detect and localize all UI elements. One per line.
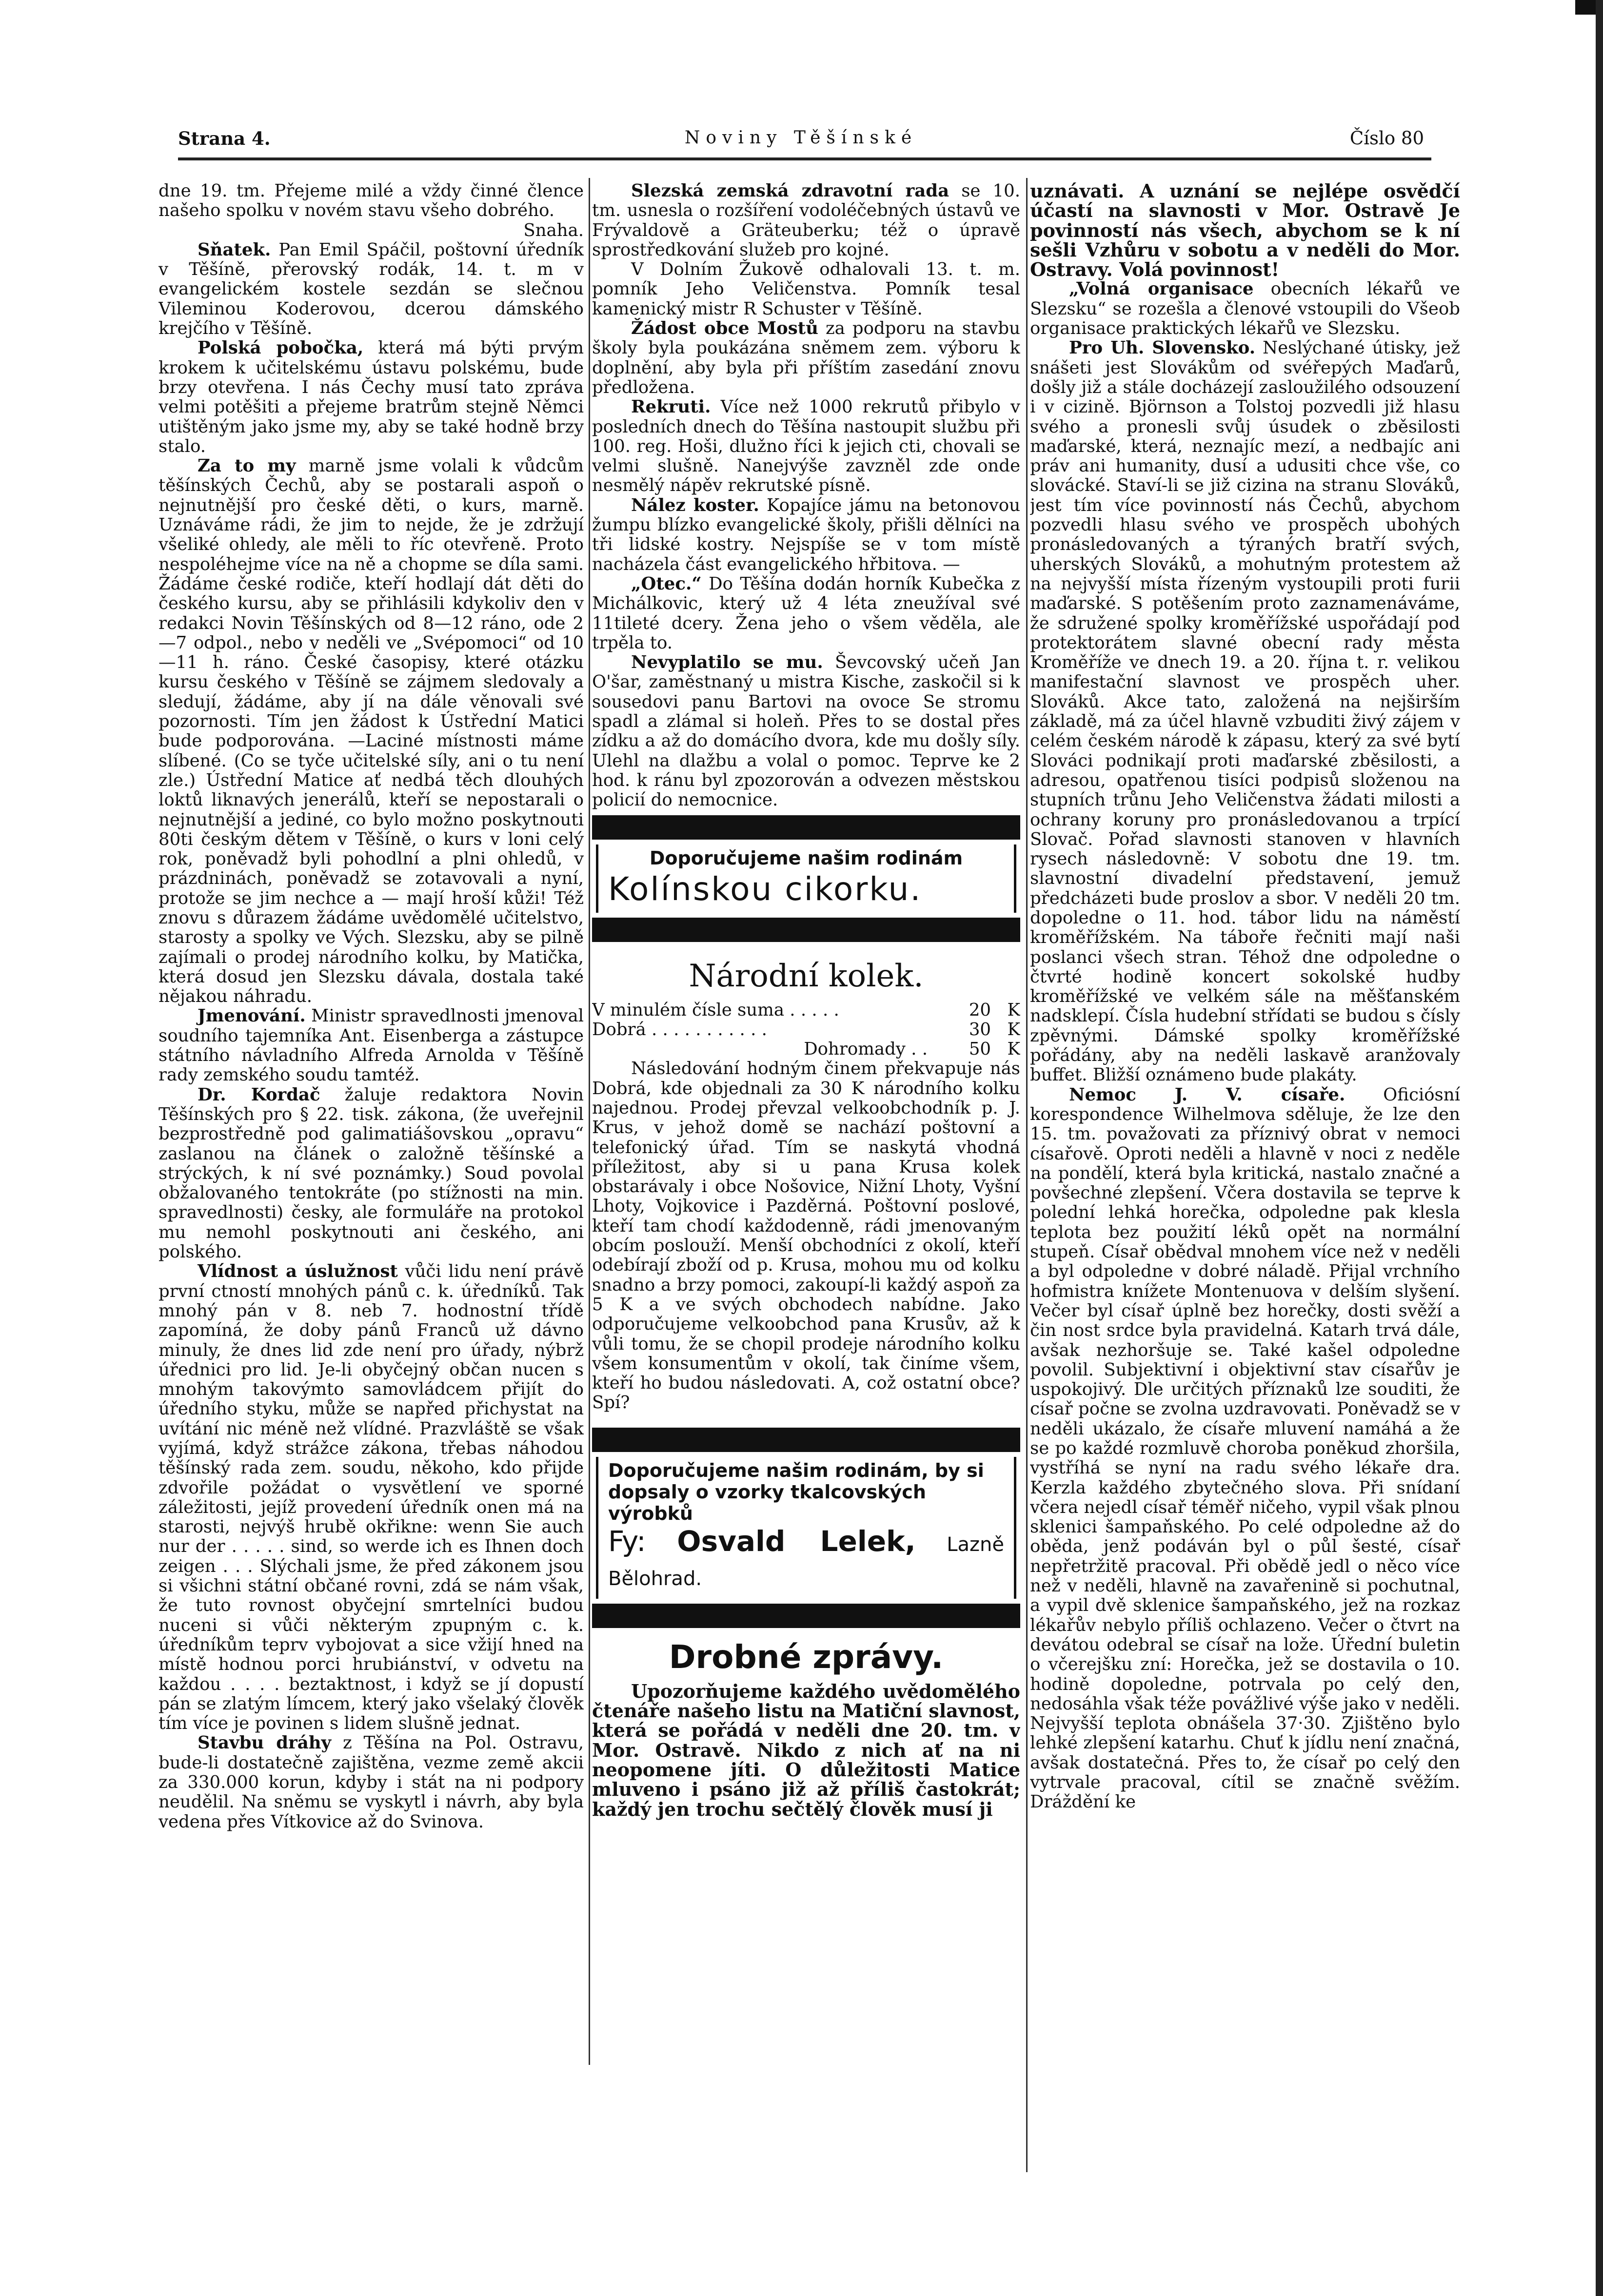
article-paragraph bbox=[158, 1085, 584, 1262]
kolek-row: V minulém čísle suma . . . . . 20 K bbox=[592, 1000, 1020, 1020]
article-lead: Jmenování. bbox=[198, 1006, 306, 1026]
article-text: dne 19. tm. Přejeme milé a vždy činné člence našeho spolku v novém stavu všeho dobrého. bbox=[158, 181, 584, 221]
article-lead: Dr. Kordač bbox=[198, 1084, 320, 1105]
firm-name: Osvald Lelek, bbox=[677, 1524, 916, 1558]
article-lead: Nemoc J. V. císaře. bbox=[1069, 1084, 1346, 1105]
article-paragraph bbox=[158, 240, 584, 338]
column-left bbox=[158, 181, 584, 2156]
article-paragraph bbox=[592, 319, 1020, 397]
kolek-total: Dohromady . . 50 K bbox=[804, 1039, 1020, 1060]
page-label: Strana 4. bbox=[178, 128, 271, 149]
column-middle bbox=[592, 181, 1020, 2171]
article-lead: Vlídnost a úslužnost bbox=[198, 1261, 398, 1282]
article-lead: „Otec.“ bbox=[631, 573, 702, 594]
article-lead: „Volná organisace bbox=[1069, 279, 1254, 299]
kolek-row: Dobrá . . . . . . . . . . . 30 K bbox=[592, 1019, 1020, 1040]
article-text: žaluje redaktora Novin Těšínských pro § 22. tisk. zákona, (že uveřejnil bezprostředně pod galimatiášovskou „opravu“ zaslanou na článek o založně těšínské a strýckých, k ní své poznámky.) Soud povolal obžalovaného tentokráte (po stížnosti na min. spravedlnosti) česky, ale formuláře na protokol mu nemohl poskytnouti ani českého, ani polského. bbox=[158, 1084, 584, 1262]
article-paragraph bbox=[158, 338, 584, 456]
ad-border-bar bbox=[592, 1604, 1020, 1628]
article-paragraph bbox=[592, 574, 1020, 653]
article-paragraph bbox=[158, 1006, 584, 1085]
ad-border-bar bbox=[592, 918, 1020, 942]
article-lead: Slezská zemská zdravotní rada bbox=[631, 181, 950, 201]
article-lead: Pro Uh. Slovensko. bbox=[1069, 338, 1256, 358]
article-lead: Nález koster. bbox=[631, 495, 759, 515]
article-paragraph bbox=[1030, 181, 1460, 279]
column-divider bbox=[589, 178, 590, 2065]
article-lead: Polská pobočka, bbox=[198, 338, 364, 358]
article-text: Snaha. bbox=[523, 220, 584, 240]
cikorka-ad bbox=[596, 844, 1016, 913]
kolek-text: Následování hodným činem překvapuje nás Dobrá, kde objednali za 30 K národního kolku najednou. Prodej převzal velkoobchodník p. J. Krus, v jehož domě se nachází poštovní a telefonický úřad. Tím se naskytá vhodná příležitost, aby si u pana Krusa kolek obstarávaly i obce Nošovice, Nižní Lhoty, Vyšní Lhoty, Vojkovice i Pazděrná. Poštovní poslové, kteří tam chodí každodenně, rádi jmenovaným obcím poslouží. Menší obchodníci z okolí, kteří odebírají zboží od p. Krusa, mohou mu od kolku snadno a brzy pomoci, zakoupí-li každý aspoň za 5 K a ve svých obchodech nabídne. Jako odporučujeme velkoobchod pana Krusův, až k vůli tomu, že se chopil prodeje národního kolku všem konsumentům v okolí, tak činíme všem, kteří ho budou následovati. A, což ostatní obce? Spí? bbox=[592, 1059, 1020, 1413]
article-text: uznávati. A uznání se nejlépe osvědčí účastí na slavnosti v Mor. Ostravě Je povinností nás všech, abychom se k ní sešli Vzhůru v sobotu a v neděli do Mor. Ostravy. Volá povinnost! bbox=[1030, 181, 1460, 281]
column-divider bbox=[1026, 178, 1028, 2172]
article-lead: Za to my bbox=[198, 456, 296, 476]
article-text: Kopajíce jámu na betonovou žumpu blízko evangelické školy, přišli dělníci na tři lidské kostry. Nejspíše se v tom místě nacházela část evangelického hřbitova. — bbox=[592, 495, 1020, 574]
article-lead: Sňatek. bbox=[198, 239, 271, 260]
article-lead: Stavbu dráhy bbox=[198, 1733, 332, 1753]
article-text: V Dolním Žukově odhalovali 13. t. m. pomník Jeho Veličenstva. Pomník tesal kamenický mistr R Schuster v Těšíně. bbox=[592, 259, 1020, 319]
article-text: Ševcovský učeň Jan O'šar, zaměstnaný u mistra Kische, zaskočil si k sousedovi panu Bartovi na ovoce Se stromu spadl a zlámal si holeň. Přes to se dostal přes zídku a až do domácího dvora, kde mu došly síly. Ulehl na dlažbu a volal o pomoc. Teprve ke 2 hod. k ránu byl zpozorován a odvezen městskou policií do nemocnice. bbox=[592, 652, 1020, 810]
article-lead: Žádost obce Mostů bbox=[631, 318, 818, 339]
article-text: marně jsme volali k vůdcům těšínských Čechů, aby se postarali aspoň o nejnutnější pro české děti, o kurs, marně. Uznáváme rádi, že jim to nejde, že je zdržují všeliké ohledy, ale měli to říc otevřeně. Proto nespoléhejme více na ně a chopme se díla sami. Žádáme české rodiče, kteří hodlají dát děti do českého kursu, aby se přihlásili kdykoliv den v redakci Novin Těšínských od 8—12 ráno, ode 2—7 odpol., nebo v neděli ve „Svépomoci“ od 10—11 h. ráno. České časopisy, které otázku kursu českého v Těšíně se zájmem sledovaly a sledují, žádáme, aby jí na dále věnovali své pozornosti. Tím jen žádost k Ústřední Matici bude podporována. —Laciné místnosti máme slíbené. (Co se tyče učitelské síly, ani o tu není zle.) Ústřední Matice ať nedbá těch dlouhých loktů liknavých jenerálů, kteří se nepostarali o nejnutnější a jediné, co bylo možno poskytnouti 80ti českým dětem v Těšíně, o kurs v loni celý rok, poněvadž byli pohodlní a plni ohledů, v prázdninách, poněvadž se zotavovali a nyní, protože se jim nechce a — mají hroší kůži! Též znovu s důrazem žádáme uvědomělé učitelstvo, starosty a spolky ve Vých. Slezsku, aby se pilně zajímali o prodej národního kolku, by Matička, která dosud jen Slezsku dávala, dostala také nějakou náhradu. bbox=[158, 456, 584, 1007]
article-text: vůči lidu není právě první ctností mnohých pánů c. k. úředníků. Tak mnohý pán v 8. neb 7. hodnostní třídě zapomíná, že doby pánů Franců už dávno minuly, že dnes lid zde není pro úřady, nýbrž úřednici pro lid. Je-li obyčejný občan nucen s mnohým takovýmto samovládcem přijít do úředního styku, může se napřed přichystat na uvítání nic méně než vlídné. Prazvláště se však vyjímá, když strážce zákona, třebas náhodou těšínský rada zem. soudu, někoho, kdo přijde zdvořile požádat o vysvětlení ve sporné záležitosti, jejíž provedení úředník onen má na starosti, nejvýš hrubě okřikne: wenn Sie auch nur der . . . . . sind, so werde ich es Ihnen doch zeigen . . . Slýchali jsme, že před zákonem jsou si všichni státní občané rovni, zdá se nám však, že tuto rovnost obyčejní smrtelníci budou nuceni si vůči některým zpupným c. k. úředníkům teprv vybojovat a sice vžijí hned na místě hodnou porci hrubiánství, v odvetu na každou . . . . beztaktnost, i když se jí dopustí pán se zlatým límcem, který jako všelaký člověk tím více je povinen s lidem slušně jednat. bbox=[158, 1261, 584, 1734]
article-paragraph bbox=[592, 653, 1020, 810]
ad-border-bar bbox=[592, 815, 1020, 840]
ad-product: Kolínskou cikorku. bbox=[608, 870, 922, 908]
article-text: se 10. tm. usnesla o rozšíření vodoléčebných ústavů ve Frývaldově a Gräteuberku; též o úpravě sprostředkování služeb pro kojné. bbox=[592, 181, 1020, 260]
ad-text: Doporučujeme našim rodinám, by si dopsaly o vzorky tkalcovských výrobků bbox=[608, 1459, 984, 1524]
article-text: za podporu na stavbu školy byla poukázána sněmem zem. výboru k doplnění, aby byla při příštím zasedání znovu předložena. bbox=[592, 318, 1020, 397]
article-lead: Nevyplatilo se mu. bbox=[631, 652, 823, 673]
newspaper-title: Noviny Těšínské bbox=[684, 128, 918, 148]
drobne-text: Upozorňujeme každého uvědomělého čtenáře našeho listu na Matiční slavnost, která se pořádá v neděli dne 20. tm. v Mor. Ostravě. Nikdo z nich ať na ni neopomene jíti. O důležitosti Matice mluveno i psáno již až příliš častokrát; každý jen trochu sečtělý člověk musí ji bbox=[592, 1680, 1020, 1820]
scan-edge-right bbox=[1596, 0, 1603, 2296]
article-paragraph bbox=[158, 181, 584, 221]
issue-number: Číslo 80 bbox=[1349, 128, 1424, 149]
header-rule bbox=[178, 157, 1431, 160]
article-text: Do Těšína dodán horník Kubečka z Michálkovic, který už 4 léta zneužíval své 11tileté dcery. Žena jeho o všem věděla, ale trpěla to. bbox=[592, 573, 1020, 653]
article-text: z Těšína na Pol. Ostravu, bude-li dostatečně zajištěna, vezme země akcii za 330.000 korun, kdyby i stát na ni podpory neudělil. Na sněmu se vyskytl i návrh, aby byla vedena přes Vítkovice až do Svinova. bbox=[158, 1733, 584, 1832]
column-right bbox=[1030, 181, 1460, 2156]
article-text: Neslýchané útisky, jež snášeti jest Slovákům od svéřepých Maďarů, došly již a stále docházejí zasloužilého odsouzení i v cizině. Björnson a Tolstoj pozvedli již hlasu svého a pronesli svůj úsudek o zběsilosti maďarské, která, neznajíc mezí, a nedbajíc ani práv ani humanity, dusí a udusiti chce vše, co slovácké. Staví-li se již cizina na stranu Slováků, jest tím více povinností nás Čechů, abychom pozvedli hlasu svého ve prospěch ubohých pronásledovaných a týraných bratří svých, uherských Slováků, a mohutným protestem až na nejvyšší místa řízeným vystoupili proti furii maďarské. S potěšením proto zaznamenáváme, že sdružené spolky kroměřížské uspořádají pod protektorátem slavné obecní rady města Kroměříže ve dnech 19. a 20. října t. r. velikou manifestační slavnost ve prospěch uher. Slováků. Akce tato, založená na nejširším základě, má za účel hlavně vzbuditi živý zájem v celém českém národě k zápasu, který za své bytí Slováci podnikají proti maďarské zběsilosti, a adresou, opatřenou tisíci podpisů složenou na stupních trůnu Jeho Veličenstva žádati milosti a ochrany koruny pro pronásledovanou a trpící Slovač. Pořad slavnosti stanoven v hlavních rysech následovně: V sobotu dne 19. tm. slavnostní divadelní představení, jemuž předcházeti bude proslov a sbor. V neděli 20 tm. dopoledne o 11. hod. tábor lidu na náměstí kroměřížském. Na táboře řečniti mají naši poslanci všech stran. Téhož dne odpoledne o čtvrté hodině koncert sokolské hudby kroměřížské ve velkém sále na měšťanském nadsklepí. Čísla hudební střídati se budou s čísly zpěvnými. Dámské spolky kroměřížské pořádány, aby na neděli laskavě aranžovaly buffet. Bližší oznámeno bude plakáty. bbox=[1030, 338, 1460, 1085]
article-paragraph bbox=[158, 456, 584, 1006]
section-title-drobne: Drobné zprávy. bbox=[669, 1638, 944, 1676]
article-text: Oficiósní korespondence Wilhelmova sděluje, že lze den 15. tm. považovati za příznivý obrat v nemoci císařově. Oproti neděli a hlavně v noci z neděle na pondělí, která byla kritická, nastalo značné a povšechné zlepšení. Včera dostavila se teprve k polední lehká horečka, odpoledne pak klesla teplota bez použití léků opět na normální stupeň. Císař obědval mnohem více než v neděli a byl odpoledne v dobré náladě. Přijal vrchního hofmistra knížete Montenuova v delším slyšení. Večer byl císař úplně bez horečky, dosti svěží a čin nost srdce byla pravidelná. Katarh trvá dále, avšak nezhoršuje se. Také kašel odpoledne povolil. Subjektivní i objektivní stav císařův je uspokojivý. Dle určitých příznaků lze souditi, že císař počne se zvolna uzdravovati. Poněvadž se v neděli ukázalo, že císaře mluvení namáhá a že se po každé rozmluvě choroba poněkud zhoršila, vystříhá se nyní na radu svého lékaře dra. Kerzla každého zbytečného slova. Při snídaní včera nejedl císař téměř ničeho, vypil však plnou sklenici šampaňského. Po celé odpoledne až do oběda, jenž podáván byl o půl šesté, císař nepřetržitě pracoval. Při obědě jedl o něco více než v neděli, hlavně na zavařenině si pochutnal, a vypil dvě sklenice šampaňského, jež na rozkaz lékařův nebylo příliš ochlazeno. Večer o čtvrt na devátou odebral se císař na lože. Úřední buletin o včerejšku zní: Horečka, jež se dostavila o 10. hodině dopoledne, potrvala po celý den, nedosáhla však téže povážlivé výše jako v neděli. Nejvyšší teplota obnášela 37·30. Zjištěno bylo lehké zlepšení katarhu. Chuť k jídlu není značná, avšak dostatečná. Přes to, že císař po celý den vytrvale pracoval, cítil se značně svěžím. Dráždění ke bbox=[1030, 1084, 1460, 1812]
article-paragraph bbox=[592, 397, 1020, 495]
article-text: Pan Emil Spáčil, poštovní úředník v Těšíně, přerovský rodák, 14. t. m v evangelickém kostele sezdán se slečnou Vileminou Koderovou, dcerou dámského krejčího v Těšíně. bbox=[158, 239, 584, 339]
article-paragraph bbox=[1030, 338, 1460, 1085]
article-paragraph bbox=[592, 260, 1020, 319]
article-lead: Rekruti. bbox=[631, 397, 711, 417]
article-text: Více než 1000 rekrutů přibylo v posledních dnech do Těšína nastoupit službu při 100. reg. Hoši, dlužno říci k jejich cti, chovali se velmi slušně. Nanejvýše zavzněl zde onde nesmělý nápěv rekrutské písně. bbox=[592, 397, 1020, 496]
article-paragraph bbox=[158, 221, 584, 240]
page-header bbox=[178, 128, 1424, 157]
article-paragraph bbox=[158, 1733, 584, 1831]
article-paragraph bbox=[1030, 279, 1460, 338]
section-title-kolek: Národní kolek. bbox=[689, 958, 924, 994]
ad-title: Doporučujeme našim rodinám bbox=[649, 847, 963, 869]
article-text: obecních lékařů ve Slezsku“ se rozešla a členové vstoupili do Všeob organisace praktických lékařů ve Slezsku. bbox=[1030, 279, 1460, 339]
article-text: Ministr spravedlnosti jmenoval soudního tajemníka Ant. Eisenberga a zástupce státního návladního Alfreda Arnolda v Těšíně rady zemského soudu tamtéž. bbox=[158, 1006, 584, 1085]
ad-firm-line: Fy: Osvald Lelek, Lazně Bělohrad. bbox=[608, 1524, 1004, 1590]
article-paragraph bbox=[592, 181, 1020, 260]
article-paragraph bbox=[158, 1262, 584, 1733]
article-paragraph bbox=[1030, 1085, 1460, 1812]
article-paragraph bbox=[592, 496, 1020, 574]
ad-border-bar bbox=[592, 1428, 1020, 1452]
lelek-ad bbox=[596, 1457, 1016, 1599]
article-text: která má býti prvým krokem k učitelskému ústavu polskému, bude brzy otevřena. I nás Čechy musí tato zpráva velmi potěšiti a přejeme bratrům stejně Němci utištěným jako jsme my, aby se také hodně brzy stalo. bbox=[158, 338, 584, 456]
